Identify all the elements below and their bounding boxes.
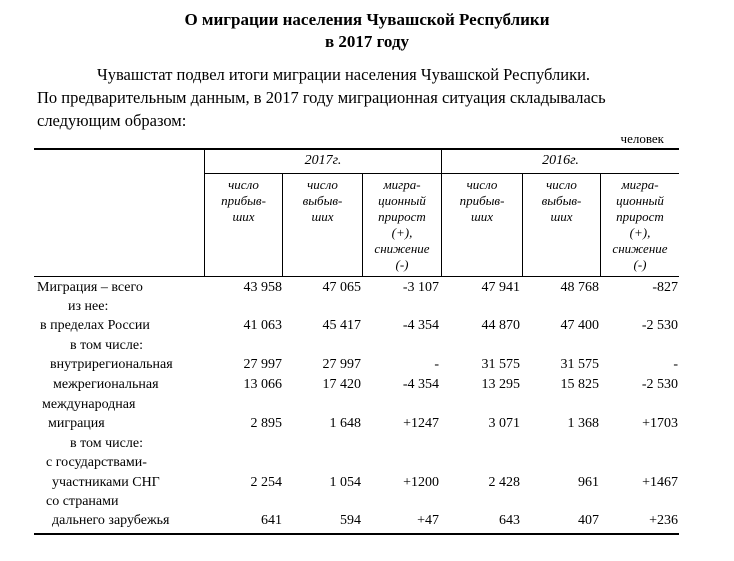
row-label: в пределах России [40,318,150,333]
table-cell: 13 066 [243,377,282,392]
table-cell: 3 071 [488,416,520,431]
subheader-line: число [466,177,498,192]
table-cell: 961 [578,475,599,490]
table-cell: +1703 [642,416,678,431]
subheader-line: выбыв- [541,193,582,208]
table-cell: 641 [261,513,282,528]
row-label: внутрирегиональная [50,357,173,372]
column-subheader [523,177,600,225]
table-top-border [34,148,679,150]
table-cell: 44 870 [481,318,520,333]
table-cell: 47 065 [322,280,361,295]
row-label: участниками СНГ [52,475,160,490]
row-label: межрегиональная [53,377,159,392]
row-label: дальнего зарубежья [52,513,170,528]
subheader-line: ционный [616,193,664,208]
subheader-line: прибыв- [459,193,505,208]
subheader-line: снижение [374,241,430,256]
table-cell: -2 530 [641,318,678,333]
subheader-line: прибыв- [221,193,266,208]
table-cell: +47 [417,513,439,528]
subheader-line: (+), [629,225,651,240]
table-cell: 41 063 [243,318,282,333]
table-cell: 47 400 [560,318,599,333]
header-bottom-border [34,276,679,277]
row-label: Миграция – всего [37,280,143,295]
table-cell: - [673,357,678,372]
table-cell: 45 417 [322,318,361,333]
intro-line-1: Чувашстат подвел итоги миграции населения Чувашской Республики. [97,65,591,84]
column-subheader [442,177,522,225]
subheader-line: мигра- [383,177,421,192]
table-cell: 643 [499,513,520,528]
row-label: международная [42,397,136,412]
table-cell: +1200 [403,475,439,490]
column-subheader [363,177,441,273]
table-cell: 2 254 [250,475,282,490]
subheader-line: ших [311,209,334,224]
year-header-2016: 2016г. [542,153,579,168]
table-cell: 407 [578,513,599,528]
row-label: с государствами- [46,455,147,470]
table-cell: 17 420 [322,377,361,392]
intro-line-3: следующим образом: [37,111,187,130]
page-title: О миграции населения Чувашской Республики [184,10,550,29]
subheader-line: мигра- [621,177,659,192]
subheader-line: снижение [612,241,668,256]
table-cell: 1 368 [567,416,599,431]
table-cell: 1 054 [329,475,361,490]
table-cell: - [434,357,439,372]
page-title-year: в 2017 году [324,32,410,51]
subheader-line: (+), [391,225,413,240]
column-subheader [283,177,362,225]
table-cell: -2 530 [641,377,678,392]
header-year-divider [205,173,679,174]
intro-line-2: По предварительным данным, в 2017 году миграционная ситуация складывалась [37,88,606,107]
subheader-line: ших [550,209,573,224]
table-cell: 15 825 [560,377,599,392]
table-cell: 594 [340,513,361,528]
subheader-line: число [546,177,577,192]
subheader-line: число [228,177,259,192]
subheader-line: число [307,177,338,192]
subheader-line: (-) [633,257,647,272]
table-cell: 2 895 [250,416,282,431]
row-label: из нее: [68,299,109,314]
row-label: в том числе: [70,436,143,451]
table-cell: 13 295 [481,377,520,392]
subheader-line: выбыв- [302,193,343,208]
table-cell: 2 428 [488,475,520,490]
subheader-line: ших [470,209,494,224]
column-subheader [601,177,679,273]
table-cell: +236 [649,513,678,528]
table-cell: 31 575 [560,357,599,372]
column-subheader [205,177,282,225]
table-cell: 43 958 [243,280,282,295]
subheader-line: ших [232,209,255,224]
table-cell: +1247 [403,416,439,431]
table-cell: -4 354 [402,318,439,333]
table-cell: 47 941 [481,280,520,295]
row-label: в том числе: [70,338,143,353]
subheader-line: прирост [616,209,664,224]
table-cell: +1467 [642,475,678,490]
table-cell: 1 648 [329,416,361,431]
subheader-line: ционный [378,193,426,208]
table-cell: -4 354 [402,377,439,392]
table-cell: 27 997 [243,357,282,372]
year-header-2017: 2017г. [304,153,342,168]
table-cell: 48 768 [560,280,599,295]
table-cell: 27 997 [322,357,361,372]
intro-paragraph [37,64,678,134]
table-cell: 31 575 [481,357,520,372]
table-cell: -827 [652,280,678,295]
table-bottom-border [34,533,679,535]
subheader-line: прирост [378,209,426,224]
row-label: миграция [48,416,105,431]
table-cell: -3 107 [402,280,439,295]
unit-label: человек [620,131,664,146]
row-label: со странами [46,494,119,509]
subheader-line: (-) [395,257,409,272]
